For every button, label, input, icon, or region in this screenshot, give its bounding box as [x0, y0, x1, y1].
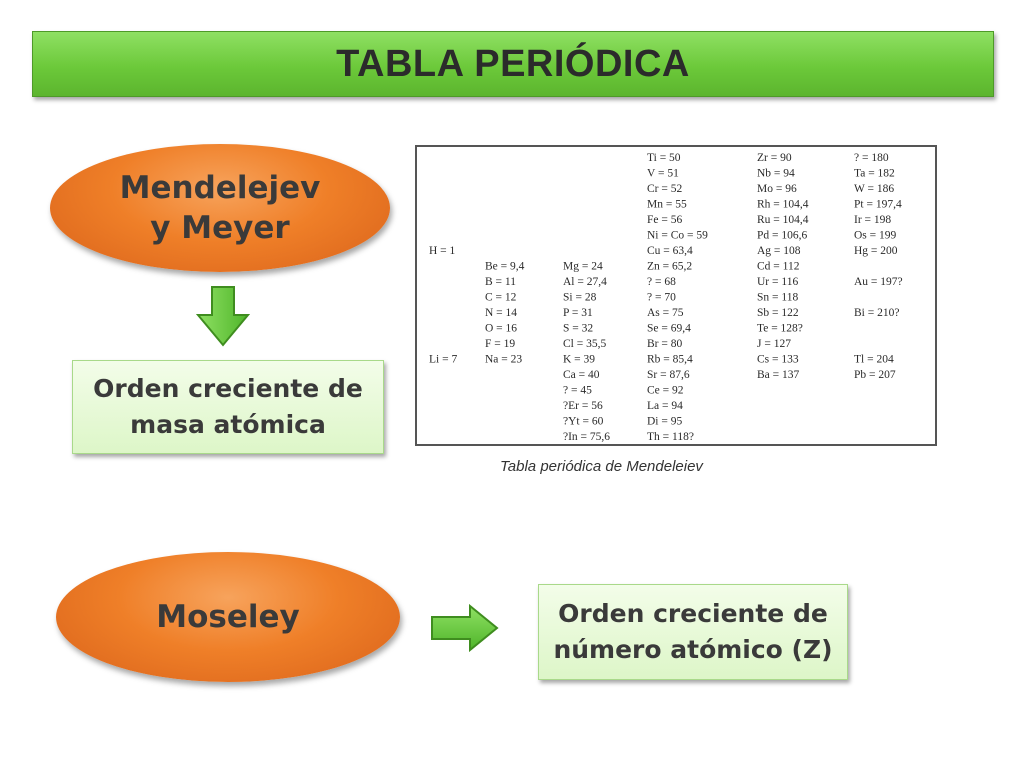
mendeleev-meyer-label: Mendelejev y Meyer: [119, 170, 321, 246]
table-element-entry: Hg = 200: [854, 245, 898, 257]
table-element-entry: Mo = 96: [757, 183, 797, 195]
table-element-entry: H = 1: [429, 245, 456, 257]
table-element-entry: S = 32: [563, 322, 594, 335]
table-element-entry: J = 127: [757, 338, 791, 350]
table-element-entry: Ta = 182: [854, 167, 895, 180]
table-element-entry: Si = 28: [563, 291, 597, 304]
table-element-entry: Pt = 197,4: [854, 198, 902, 211]
table-element-entry: Ag = 108: [757, 245, 801, 257]
table-element-entry: Ti = 50: [647, 152, 681, 164]
arrow-down-icon: [196, 285, 250, 347]
table-element-entry: Be = 9,4: [485, 260, 525, 273]
moseley-label: Moseley: [156, 599, 300, 635]
table-element-entry: Tl = 204: [854, 353, 894, 366]
table-element-entry: Se = 69,4: [647, 322, 691, 335]
page-title: TABLA PERIÓDICA: [336, 42, 690, 85]
table-element-entry: O = 16: [485, 322, 518, 335]
table-element-entry: C = 12: [485, 291, 517, 304]
table-element-entry: Br = 80: [647, 338, 683, 350]
table-element-entry: Th = 118?: [647, 431, 694, 443]
table-element-entry: ? = 68: [647, 276, 676, 288]
table-element-entry: Os = 199: [854, 229, 897, 242]
table-element-entry: Bi = 210?: [854, 307, 900, 319]
table-element-entry: V = 51: [647, 167, 679, 180]
table-element-entry: Cu = 63,4: [647, 245, 693, 257]
table-element-entry: Li = 7: [429, 353, 458, 366]
mendeleev-table: [417, 147, 935, 444]
table-element-entry: Cs = 133: [757, 353, 799, 366]
table-element-entry: ? = 70: [647, 291, 676, 304]
table-element-entry: Pb = 207: [854, 369, 896, 381]
table-element-entry: Al = 27,4: [563, 276, 607, 288]
table-element-entry: W = 186: [854, 183, 895, 195]
atomic-mass-label: Orden creciente de masa atómica: [93, 374, 363, 439]
table-element-entry: As = 75: [647, 307, 684, 319]
mendeleev-meyer-oval: [50, 144, 390, 272]
table-element-entry: ? = 180: [854, 152, 889, 164]
moseley-oval: [56, 552, 400, 682]
table-element-entry: Ca = 40: [563, 369, 600, 381]
table-element-entry: Zn = 65,2: [647, 260, 693, 273]
table-element-entry: B = 11: [485, 276, 516, 288]
table-element-entry: Cd = 112: [757, 260, 800, 273]
table-element-entry: N = 14: [485, 307, 518, 319]
table-element-entry: Sb = 122: [757, 307, 799, 319]
table-element-entry: Ba = 137: [757, 369, 800, 381]
table-element-entry: Ur = 116: [757, 276, 799, 288]
table-element-entry: Cr = 52: [647, 183, 683, 195]
table-element-entry: Zr = 90: [757, 152, 792, 164]
table-element-entry: F = 19: [485, 338, 516, 350]
table-element-entry: ?Yt = 60: [563, 415, 604, 428]
table-element-entry: ?In = 75,6: [563, 431, 611, 443]
table-element-entry: Sn = 118: [757, 291, 799, 304]
table-element-entry: Di = 95: [647, 415, 683, 428]
table-element-entry: Pd = 106,6: [757, 229, 808, 242]
mendeleev-table-image: [415, 145, 937, 446]
table-element-entry: Ir = 198: [854, 214, 892, 226]
table-element-entry: Ce = 92: [647, 384, 684, 397]
table-element-entry: Te = 128?: [757, 322, 803, 335]
table-element-entry: Mg = 24: [563, 260, 603, 273]
table-element-entry: ?Er = 56: [563, 400, 603, 412]
table-element-entry: Ru = 104,4: [757, 214, 809, 226]
table-element-entry: La = 94: [647, 400, 683, 412]
table-element-entry: Rb = 85,4: [647, 353, 693, 366]
table-element-entry: Au = 197?: [854, 276, 903, 288]
atomic-number-box: [538, 584, 848, 680]
table-element-entry: ? = 45: [563, 384, 592, 397]
table-element-entry: Rh = 104,4: [757, 198, 809, 211]
table-element-entry: P = 31: [563, 307, 593, 319]
table-caption: Tabla periódica de Mendeleiev: [500, 458, 703, 475]
table-element-entry: Nb = 94: [757, 167, 795, 180]
atomic-number-label: Orden creciente de número atómico (Z): [553, 599, 833, 664]
title-banner: [32, 31, 994, 97]
table-element-entry: Na = 23: [485, 353, 523, 366]
table-element-entry: Mn = 55: [647, 198, 687, 211]
arrow-right-icon: [430, 604, 500, 652]
table-element-entry: K = 39: [563, 353, 596, 366]
table-element-entry: Fe = 56: [647, 214, 683, 226]
table-element-entry: Sr = 87,6: [647, 369, 690, 381]
table-element-entry: Cl = 35,5: [563, 338, 607, 350]
table-element-entry: Ni = Co = 59: [647, 229, 708, 242]
atomic-mass-box: [72, 360, 384, 454]
